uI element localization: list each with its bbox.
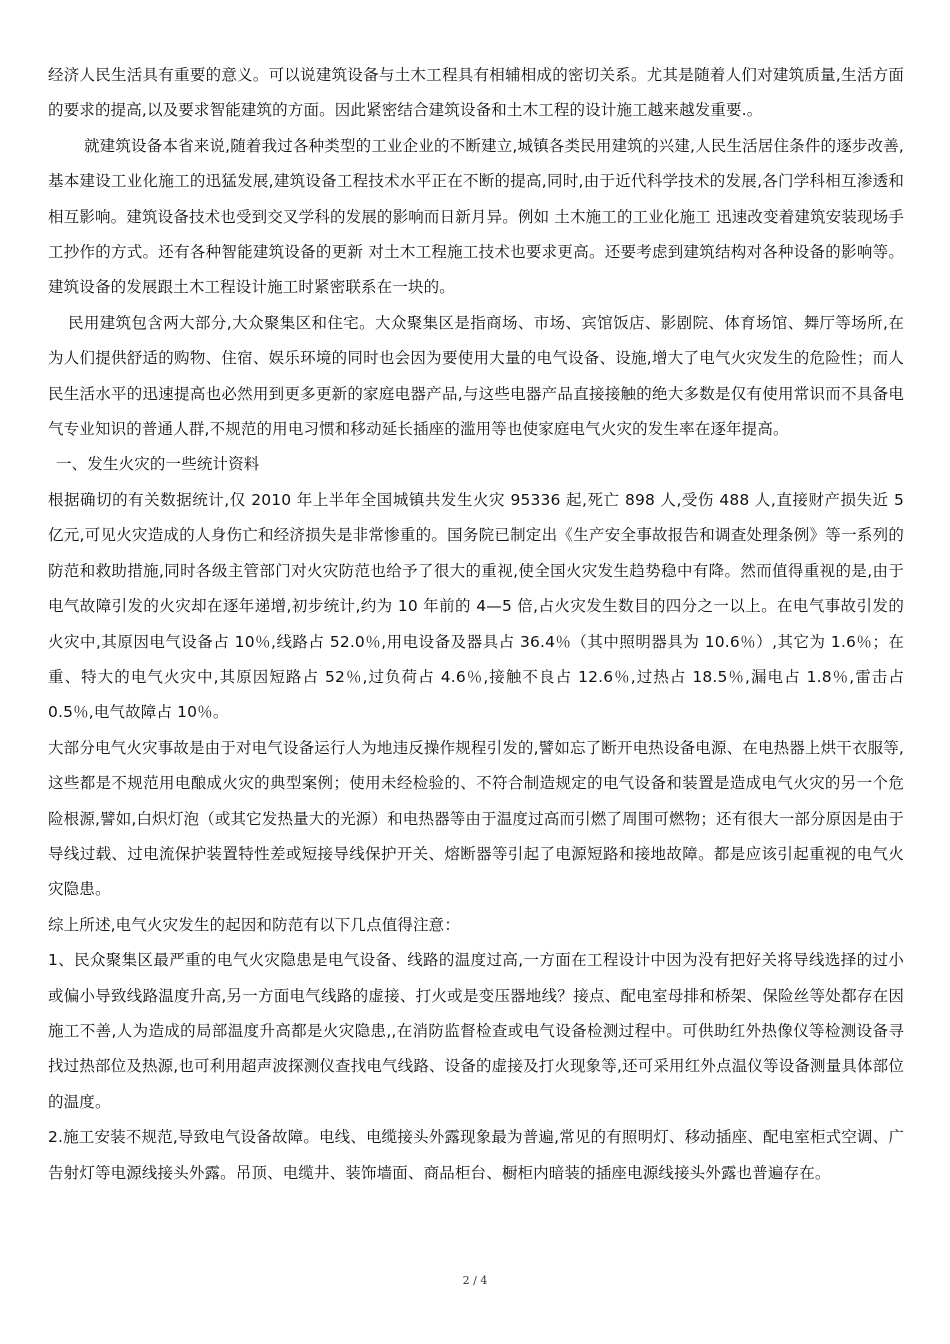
paragraph-fire-statistics: 根据确切的有关数据统计,仅 2010 年上半年全国城镇共发生火灾 95336 起,死亡 898 人,受伤 488 人,直接财产损失近 5 亿元,可见火灾造成的人身伤亡和经济损失是非常惨重的。国务院已制定出《生产安全事故报告和调查处理条例》等一系列的防范和救助措施,同时各级主管部门对火灾防范也给予了很大的重视,使全国火灾发生趋势稳中有降。然而值得重视的是,由于电气故障引发的火灾却在逐年递增,初步统计,约为 10 年前的 4—5 倍,占火灾发生数目的四分之一以上。在电气事故引发的火灾中,其原因电气设备占 10％,线路占 52.0％,用电设备及器具占 36.4％（其中照明器具为 10.6％）,其它为 1.6％；在重、特大的电气火灾中,其原因短路占 52％,过负荷占 4.6％,接触不良占 12.6％,过热占 18.5％,漏电占 1.8％,雷击占 0.5％,电气故障占 10％。	[48, 490, 904, 722]
paragraph-intro-continuation: 经济人民生活具有重要的意义。可以说建筑设备与土木工程具有相辅相成的密切关系。尤其是随着人们对建筑质量,生活方面的要求的提高,以及要求智能建筑的方面。因此紧密结合建筑设备和土木工程的设计施工越来越发重要.。	[48, 66, 904, 120]
paragraph-point-1: 1、民众聚集区最严重的电气火灾隐患是电气设备、线路的温度过高,一方面在工程设计中因为没有把好关将导线选择的过小或偏小导致线路温度升高,另一方面电气线路的虚接、打火或是变压器地线？接点、配电室母排和桥架、保险丝等处都存在因施工不善,人为造成的局部温度升高都是火灾隐患,,在消防监督检查或电气设备检测过程中。可供助红外热像仪等检测设备寻找过热部位及热源,也可利用超声波探测仪查找电气线路、设备的虚接及打火现象等,还可采用红外点温仪等设备测量具体部位的温度。	[48, 951, 904, 1111]
paragraph-fire-causes: 大部分电气火灾事故是由于对电气设备运行人为地违反操作规程引发的,譬如忘了断开电热设备电源、在电热器上烘干衣服等,这些都是不规范用电酿成火灾的典型案例；使用未经检验的、不符合制造规定的电气设备和装置是造成电气火灾的另一个危险根源,譬如,白炽灯泡（或其它发热量大的光源）和电热器等由于温度过高而引燃了周围可燃物；还有很大一部分原因是由于导线过载、过电流保护装置特性差或短接导线保护开关、熔断器等引起了电源短路和接地故障。都是应该引起重视的电气火灾隐患。	[48, 738, 904, 899]
page-number: 2 / 4	[462, 1274, 488, 1287]
paragraph-civil-buildings: 民用建筑包含两大部分,大众聚集区和住宅。大众聚集区是指商场、市场、宾馆饭店、影剧院、体育场馆、舞厅等场所,在为人们提供舒适的购物、住宿、娱乐环境的同时也会因为要使用大量的电气设备、设施,增大了电气火灾发生的危险性；而人民生活水平的迅速提高也必然用到更多更新的家庭电器产品,与这些电器产品直接接触的绝大多数是仅有使用常识而不具备电气专业知识的普通人群,不规范的用电习惯和移动延长插座的滥用等也使家庭电气火灾的发生率在逐年提高。	[48, 313, 904, 439]
paragraph-point-2: 2.施工安装不规范,导致电气设备故障。电线、电缆接头外露现象最为普遍,常见的有照明灯、移动插座、配电室柜式空调、广告射灯等电源线接头外露。吊顶、电缆井、装饰墙面、商品柜台、橱柜内暗装的插座电源线接头外露也普遍存在。	[48, 1128, 904, 1182]
paragraph-summary-intro: 综上所述,电气火灾发生的起因和防范有以下几点值得注意：	[48, 915, 460, 934]
document-body	[48, 58, 904, 1191]
paragraph-building-equipment: 就建筑设备本省来说,随着我过各种类型的工业企业的不断建立,城镇各类民用建筑的兴建,人民生活居住条件的逐步改善,基本建设工业化施工的迅猛发展,建筑设备工程技术水平正在不断的提高,同时,由于近代科学技术的发展,各门学科相互渗透和相互影响。建筑设备技术也受到交叉学科的发展的影响而日新月异。例如 土木施工的工业化施工 迅速改变着建筑安装现场手工抄作的方式。还有各种智能建筑设备的更新 对土木工程施工技术也要求更高。还要考虑到建筑结构对各种设备的影响等。建筑设备的发展跟土木工程设计施工时紧密联系在一块的。	[48, 136, 904, 297]
section-heading-fire-statistics: 一、发生火灾的一些统计资料	[56, 455, 260, 474]
